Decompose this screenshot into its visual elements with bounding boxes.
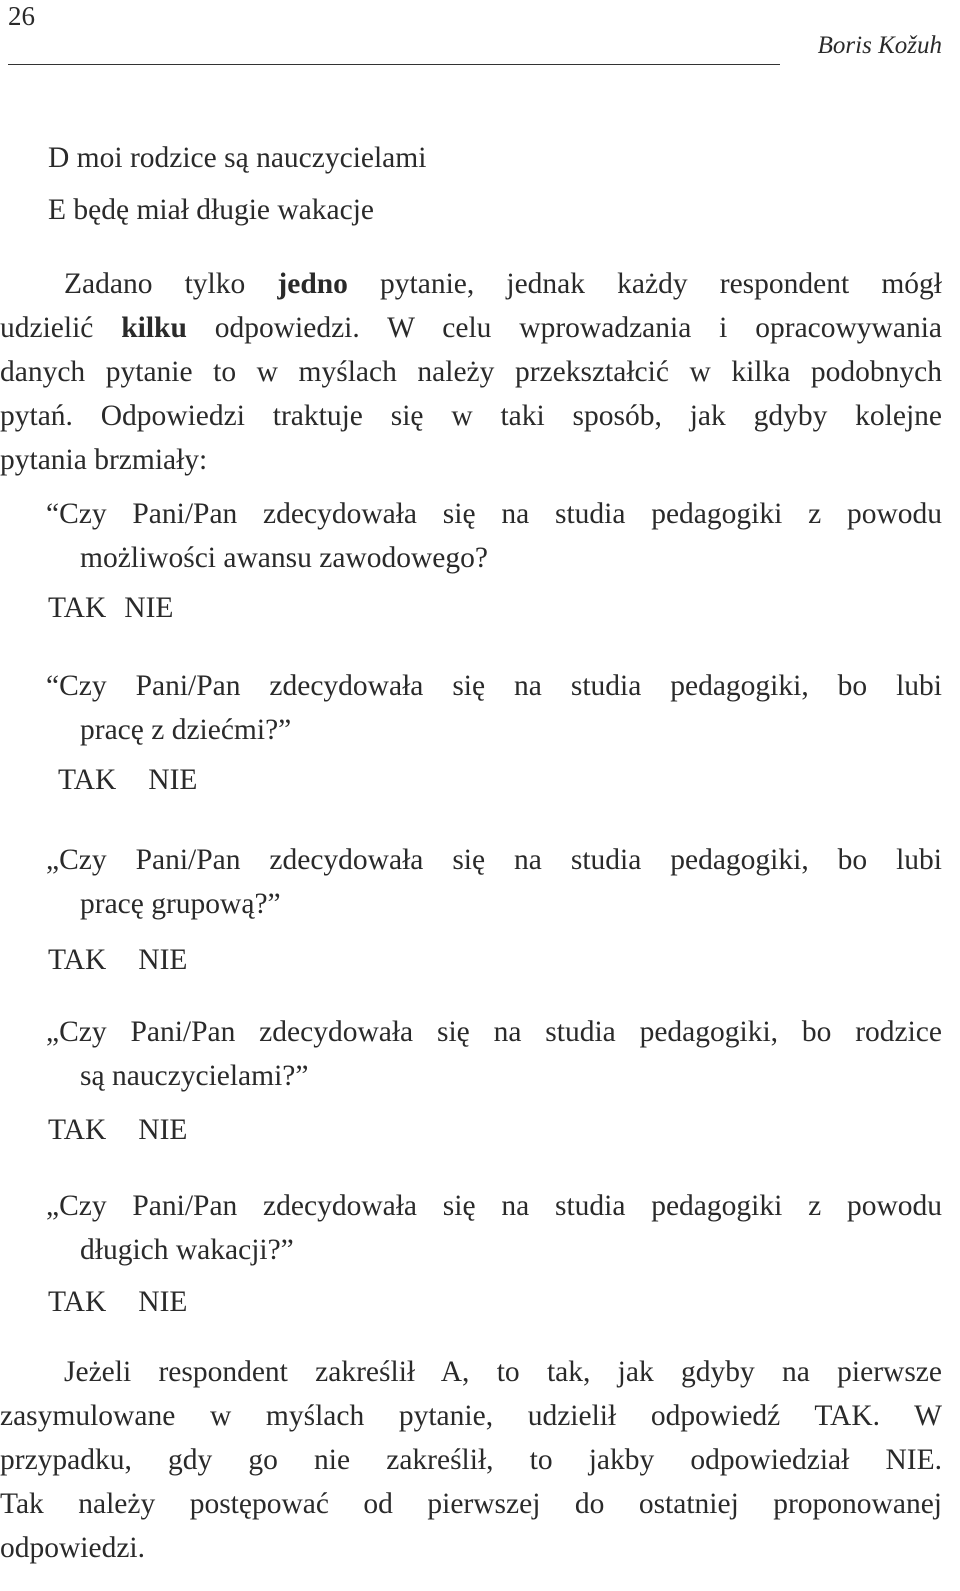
question-5-answers — [48, 1284, 187, 1320]
question-3-line1: „Czy Pani/Pan zdecydowała się na studia pedagogiki, bo lubi — [46, 844, 942, 876]
question-2-line2: pracę z dziećmi?” — [80, 714, 292, 746]
answer-no: NIE — [148, 764, 198, 796]
para1-line3: danych pytanie to w myślach należy przekształcić w kilka podobnych — [0, 356, 942, 388]
answer-no: NIE — [138, 1286, 188, 1318]
question-3-answers — [48, 942, 187, 978]
question-3-line2: pracę grupową?” — [80, 888, 281, 920]
page-number: 26 — [8, 1, 35, 31]
question-1-line2: możliwości awansu zawodowego? — [80, 542, 488, 574]
answer-no: NIE — [138, 944, 188, 976]
answer-yes: TAK — [48, 944, 107, 976]
para2-line5: odpowiedzi. — [0, 1532, 146, 1564]
answer-yes: TAK — [48, 1286, 107, 1318]
question-5-line2: długich wakacji?” — [80, 1234, 294, 1266]
option-d: D moi rodzice są nauczycielami — [48, 142, 427, 174]
para1-line4: pytań. Odpowiedzi traktuje się w taki sposób, jak gdyby kolejne — [0, 400, 942, 432]
answer-yes: TAK — [58, 764, 117, 796]
para2-line4: Tak należy postępować od pierwszej do ostatniej proponowanej — [0, 1488, 942, 1520]
option-e: E będę miał długie wakacje — [48, 194, 374, 226]
para2-line1: Jeżeli respondent zakreślił A, to tak, jak gdyby na pierwsze — [64, 1356, 942, 1388]
para2-line3: przypadku, gdy go nie zakreślił, to jakby odpowiedział NIE. — [0, 1444, 942, 1476]
question-4-answers — [48, 1112, 187, 1148]
para2-line2: zasymulowane w myślach pytanie, udzielił odpowiedź TAK. W — [0, 1400, 942, 1432]
header-rule — [8, 64, 780, 65]
running-head-author: Boris Kožuh — [817, 32, 942, 59]
question-4-line1: „Czy Pani/Pan zdecydowała się na studia pedagogiki, bo rodzice — [46, 1016, 942, 1048]
answer-no: NIE — [124, 592, 174, 624]
question-4-line2: są nauczycielami?” — [80, 1060, 309, 1092]
answer-yes: TAK — [48, 592, 107, 624]
para1-line5: pytania brzmiały: — [0, 444, 208, 476]
question-5-line1: „Czy Pani/Pan zdecydowała się na studia pedagogiki z powodu — [46, 1190, 942, 1222]
question-2-line1: “Czy Pani/Pan zdecydowała się na studia pedagogiki, bo lubi — [46, 670, 942, 702]
question-1-line1: “Czy Pani/Pan zdecydowała się na studia pedagogiki z powodu — [46, 498, 942, 530]
question-1-answers — [48, 590, 173, 626]
para1-line1: Zadano tylko jedno pytanie, jednak każdy respondent mógł — [64, 268, 942, 300]
answer-no: NIE — [138, 1114, 188, 1146]
para1-line2: udzielić kilku odpowiedzi. W celu wprowadzania i opracowywania — [0, 312, 942, 344]
question-2-answers — [58, 762, 197, 798]
answer-yes: TAK — [48, 1114, 107, 1146]
